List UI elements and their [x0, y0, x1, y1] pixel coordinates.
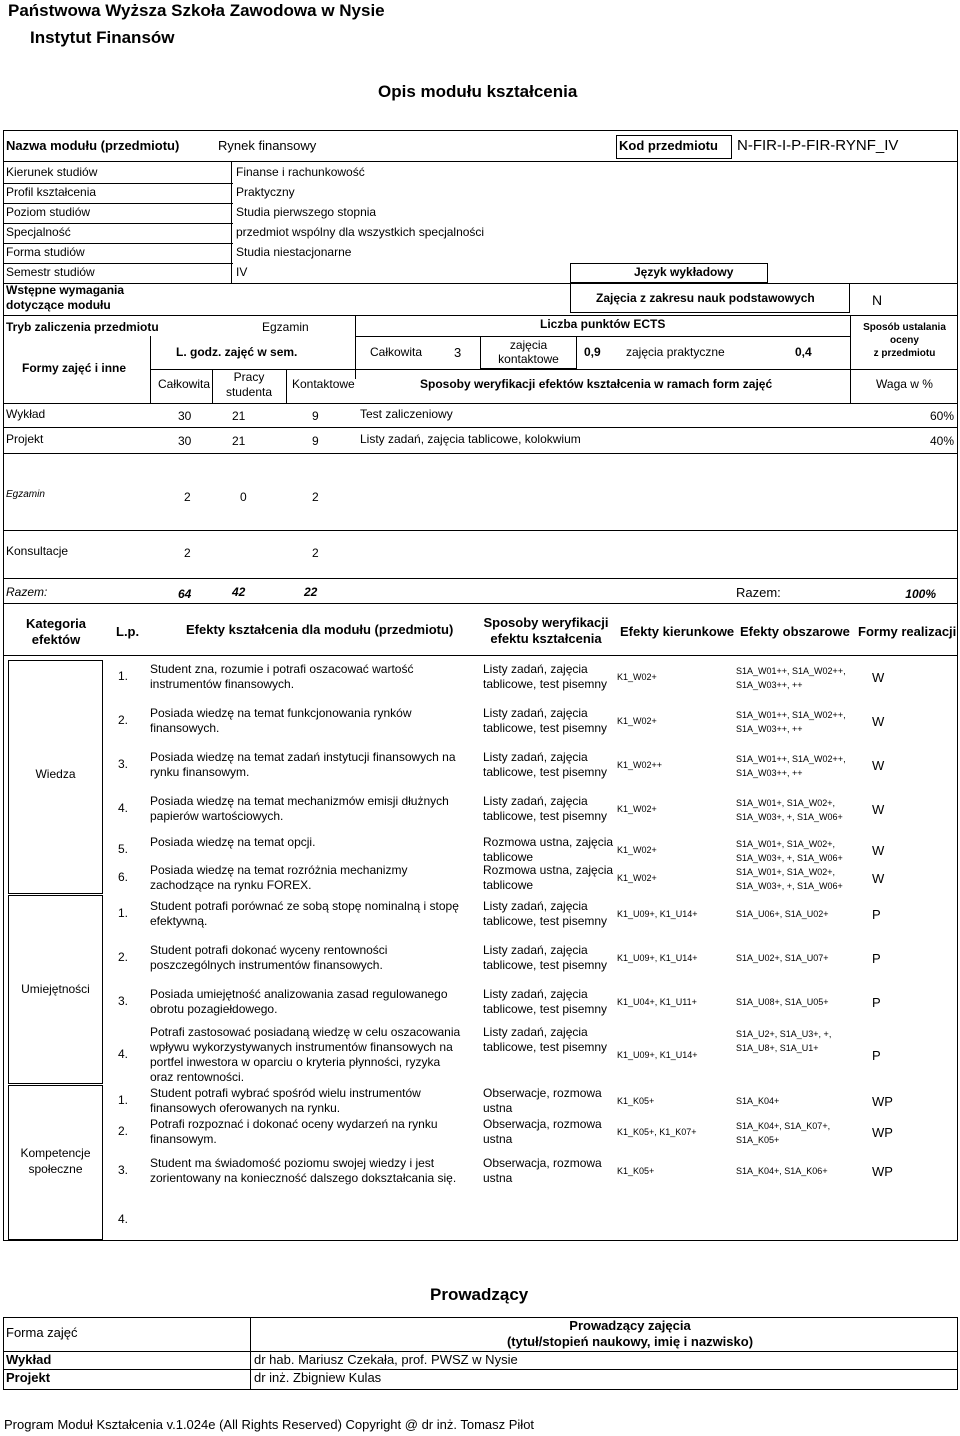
outcome-area-effect: S1A_U06+, S1A_U02+ [736, 909, 829, 919]
outcome-area-effect: S1A_W03+, +, S1A_W06+ [736, 812, 843, 822]
outcome-form: P [872, 907, 881, 922]
outcome-method: Rozmowa ustna, zajęcia [483, 863, 614, 877]
outcome-text: wpływu wykorzystywanych instrumentów finansowych na [150, 1040, 453, 1054]
outcome-form: WP [872, 1164, 893, 1179]
outcome-method: tablicowe, test pisemny [483, 914, 608, 928]
outcome-method: Listy zadań, zajęcia [483, 706, 588, 720]
outcome-lp: 4. [118, 801, 129, 815]
outcome-text: zachodzące na rynku FOREX. [150, 878, 312, 892]
divider [3, 263, 233, 264]
class-method: Test zaliczeniowy [360, 407, 453, 421]
outcome-area-effect: S1A_K04+, S1A_K06+ [736, 1166, 828, 1176]
consult-contact: 2 [312, 546, 319, 560]
outcome-method: Obserwacja, rozmowa [483, 1117, 602, 1131]
info-value: Studia niestacjonarne [236, 245, 352, 259]
divider [3, 315, 958, 316]
outcome-method: Listy zadań, zajęcia [483, 1025, 588, 1039]
class-name: Wykład [6, 407, 46, 421]
outcome-lp: 3. [118, 994, 129, 1008]
prereq-label: dotyczące modułu [6, 298, 111, 312]
code-value: N-FIR-I-P-FIR-RYNF_IV [737, 137, 899, 154]
outcome-area-effect: S1A_W03+, +, S1A_W06+ [736, 853, 843, 863]
forms-label: Formy zajęć i inne [22, 361, 127, 375]
outcome-method: Listy zadań, zajęcia [483, 750, 588, 764]
outcome-field-effect: K1_W02+ [617, 845, 657, 855]
outcome-method: Listy zadań, zajęcia [483, 662, 588, 676]
language-label: Język wykładowy [634, 265, 734, 279]
outcome-text: finansowych. [150, 721, 220, 735]
outcome-field-effect: K1_U09+, K1_U14+ [617, 909, 698, 919]
outcome-method: Listy zadań, zajęcia [483, 987, 588, 1001]
exam-contact: 2 [312, 490, 319, 504]
outcome-lp: 1. [118, 1093, 129, 1107]
outcome-method: ustna [483, 1171, 513, 1185]
extra-lp: 4. [118, 1212, 129, 1226]
sum-total: 64 [178, 587, 192, 601]
outcome-area-effect: S1A_U2+, S1A_U3+, +, [736, 1029, 832, 1039]
divider [3, 183, 233, 184]
info-label: Forma studiów [6, 245, 85, 259]
outcome-area-effect: S1A_W01+, S1A_W02+, [736, 839, 836, 849]
outcome-field-effect: K1_K05+ [617, 1166, 655, 1176]
ects-practical-label: zajęcia praktyczne [626, 345, 725, 359]
outcome-area-effect: S1A_K04+, S1A_K07+, [736, 1121, 831, 1131]
outcome-form: P [872, 1048, 881, 1063]
category-knowledge: Wiedza [35, 767, 76, 781]
outcome-text: Potrafi zastosować posiadaną wiedzę w celu oszacowania [150, 1025, 461, 1039]
teacher-form-label: Forma zajęć [6, 1325, 78, 1340]
mode-label: Tryb zaliczenia przedmiotu [6, 320, 159, 334]
outcome-method: tablicowe [483, 878, 534, 892]
col-total-label: Całkowita [158, 377, 211, 391]
outcome-field-effect: K1_U09+, K1_U14+ [617, 1050, 698, 1060]
hours-label: L. godz. zajęć w sem. [176, 345, 298, 359]
divider [3, 453, 958, 454]
outcome-area-effect: S1A_U8+, S1A_U1+ [736, 1043, 819, 1053]
class-total: 30 [178, 434, 192, 448]
outcome-method: Obserwacja, rozmowa [483, 1156, 602, 1170]
outcome-lp: 3. [118, 1163, 129, 1177]
divider [355, 336, 850, 337]
oh-category: Kategoria [26, 616, 86, 631]
category-social: Kompetencje [20, 1146, 91, 1160]
outcome-form: W [872, 802, 885, 817]
school-name: Państwowa Wyższa Szkoła Zawodowa w Nysie [8, 1, 385, 20]
outcome-text: portfel inwestora w oparciu o kryteria płynności, ryzyka [150, 1055, 441, 1069]
outcome-method: Obserwacje, rozmowa [483, 1086, 602, 1100]
class-total: 30 [178, 409, 192, 423]
outcome-method: ustna [483, 1132, 513, 1146]
teacher-head: Prowadzący zajęcia [569, 1318, 691, 1333]
sum-label: Razem: [736, 585, 781, 600]
divider [286, 369, 287, 403]
col-student-label: Pracy [233, 370, 265, 384]
verify-label: Sposoby weryfikacji efektów kształcenia w ramach form zajęć [420, 377, 773, 391]
outcome-text: Posiada wiedzę na temat opcji. [150, 835, 316, 849]
outcome-lp: 2. [118, 1124, 129, 1138]
outcome-area-effect: S1A_K05+ [736, 1135, 780, 1145]
sum-contact: 22 [304, 585, 318, 599]
outcome-field-effect: K1_K05+, K1_K07+ [617, 1127, 697, 1137]
outcome-area-effect: S1A_U08+, S1A_U05+ [736, 997, 829, 1007]
outcome-form: WP [872, 1125, 893, 1140]
outcome-area-effect: S1A_W03+, +, S1A_W06+ [736, 881, 843, 891]
info-label: Profil kształcenia [6, 185, 97, 199]
outcome-area-effect: S1A_W03++, ++ [736, 768, 803, 778]
outcome-lp: 6. [118, 870, 129, 884]
footer-copyright: Program Moduł Kształcenia v.1.024e (All Rights Reserved) Copyright @ dr inż. Tomasz Piłot [4, 1417, 535, 1432]
outcome-text: oraz rentowności. [150, 1070, 245, 1084]
outcome-form: W [872, 871, 885, 886]
category-skills: Umiejętności [21, 982, 90, 996]
teacher-name: dr hab. Mariusz Czekała, prof. PWSZ w Nysie [254, 1352, 518, 1367]
outcome-text: finansowych oferowanych na rynku. [150, 1101, 341, 1115]
outcome-text: Student zna, rozumie i potrafi oszacować wartość [150, 662, 414, 676]
outcome-method: tablicowe, test pisemny [483, 677, 608, 691]
outcome-method: Listy zadań, zajęcia [483, 943, 588, 957]
oh-lp: L.p. [116, 624, 140, 639]
ects-total-label: Całkowita [370, 345, 423, 359]
outcome-field-effect: K1_W02++ [617, 760, 663, 770]
teacher-head: (tytuł/stopień naukowy, imię i nazwisko) [506, 1334, 754, 1349]
outcome-lp: 4. [118, 1047, 129, 1061]
grading-label: oceny [890, 335, 919, 346]
class-weight: 60% [929, 409, 954, 423]
basic-value: N [872, 292, 883, 308]
outcome-method: Listy zadań, zajęcia [483, 794, 588, 808]
outcome-lp: 1. [118, 669, 129, 683]
outcome-area-effect: S1A_W01+, S1A_W02+, [736, 867, 836, 877]
class-contact: 9 [312, 409, 319, 423]
outcome-method: tablicowe, test pisemny [483, 1040, 608, 1054]
class-method: Listy zadań, zajęcia tablicowe, kolokwium [360, 432, 581, 446]
outcome-text: Posiada wiedzę na temat zadań instytucji finansowych na [150, 750, 456, 764]
outcome-text: finansowym. [150, 1132, 217, 1146]
class-contact: 9 [312, 434, 319, 448]
oh-field: Efekty kierunkowe [620, 624, 735, 639]
exam-student: 0 [240, 490, 247, 504]
outcome-lp: 2. [118, 713, 129, 727]
teacher-form: Wykład [6, 1352, 52, 1367]
outcome-text: Student potrafi porównać ze sobą stopę nominalną i stopę [150, 899, 459, 913]
ects-practical-value: 0,4 [795, 345, 812, 359]
class-weight: 40% [929, 434, 954, 448]
outcome-area-effect: S1A_W03++, ++ [736, 724, 803, 734]
outcome-lp: 3. [118, 757, 129, 771]
info-value: IV [236, 265, 248, 279]
divider [850, 315, 851, 403]
outcome-text: zorientowany na konieczność dalszego dokształcania się. [150, 1171, 457, 1185]
outcome-text: Posiada wiedzę na temat funkcjonowania rynków [150, 706, 412, 720]
exam-total: 2 [184, 490, 191, 504]
outcome-field-effect: K1_W02+ [617, 804, 657, 814]
weight-label: Waga w % [876, 377, 933, 391]
teacher-form: Projekt [6, 1370, 51, 1385]
institute-name: Instytut Finansów [30, 28, 175, 47]
outcome-lp: 2. [118, 950, 129, 964]
oh-area: Efekty obszarowe [740, 624, 850, 639]
divider [3, 655, 958, 656]
outcome-field-effect: K1_K05+ [617, 1096, 655, 1106]
sum-weight: 100% [905, 587, 936, 601]
outcome-text: Student ma świadomość poziomu swojej wiedzy i jest [150, 1156, 435, 1170]
info-value: Studia pierwszego stopnia [236, 205, 377, 219]
ects-title: Liczba punktów ECTS [540, 317, 666, 331]
outcome-form: W [872, 714, 885, 729]
outcome-text: Student potrafi wybrać spośród wielu instrumentów [150, 1086, 421, 1100]
outcome-lp: 1. [118, 906, 129, 920]
exam-name: Egzamin [6, 489, 45, 500]
ects-total-value: 3 [454, 345, 462, 360]
outcome-method: tablicowe [483, 850, 534, 864]
outcome-text: rynku finansowym. [150, 765, 250, 779]
info-value: Finanse i rachunkowość [236, 165, 365, 179]
outcome-form: W [872, 758, 885, 773]
info-value: przedmiot wspólny dla wszystkich specjalności [236, 225, 485, 239]
outcome-text: Potrafi rozpoznać i dokonać oceny wydarzeń na rynku [150, 1117, 438, 1131]
outcome-form: P [872, 995, 881, 1010]
sum-student: 42 [232, 585, 246, 599]
basic-label: Zajęcia z zakresu nauk podstawowych [596, 291, 815, 305]
divider [3, 403, 958, 404]
outcome-method: tablicowe, test pisemny [483, 721, 608, 735]
outcome-text: obrotu pozagiełdowego. [150, 1002, 278, 1016]
code-label: Kod przedmiotu [619, 138, 718, 153]
class-student: 21 [232, 409, 246, 423]
outcome-form: P [872, 951, 881, 966]
info-label: Semestr studiów [6, 265, 95, 279]
outcome-field-effect: K1_U04+, K1_U11+ [617, 997, 697, 1007]
divider [150, 369, 958, 370]
class-student: 21 [232, 434, 246, 448]
oh-category: efektów [31, 632, 81, 647]
divider [3, 203, 233, 204]
prereq-label: Wstępne wymagania [6, 283, 125, 297]
outcome-text: instrumentów finansowych. [150, 677, 295, 691]
outcome-area-effect: S1A_K04+ [736, 1096, 780, 1106]
teachers-title: Prowadzący [430, 1285, 529, 1304]
outcome-method: Rozmowa ustna, zajęcia [483, 835, 614, 849]
mode-value: Egzamin [262, 320, 309, 334]
outcome-area-effect: S1A_W01++, S1A_W02++, [736, 754, 846, 764]
class-name: Projekt [6, 432, 44, 446]
outcome-field-effect: K1_U09+, K1_U14+ [617, 953, 698, 963]
info-label: Poziom studiów [6, 205, 91, 219]
divider [3, 161, 958, 162]
outcome-text: Student potrafi dokonać wyceny rentowności [150, 943, 388, 957]
outcome-method: Listy zadań, zajęcia [483, 899, 588, 913]
teacher-name: dr inż. Zbigniew Kulas [254, 1370, 382, 1385]
oh-verify: efektu kształcenia [490, 631, 602, 646]
outcome-method: tablicowe, test pisemny [483, 1002, 608, 1016]
outcome-method: tablicowe, test pisemny [483, 765, 608, 779]
outcome-lp: 5. [118, 842, 129, 856]
outcome-area-effect: S1A_W03++, ++ [736, 680, 803, 690]
info-label: Specjalność [6, 225, 71, 239]
outcome-text: efektywną. [150, 914, 208, 928]
outcome-text: Posiada umiejętność analizowania zasad regulowanego [150, 987, 448, 1001]
outcome-form: W [872, 843, 885, 858]
outcome-text: Posiada wiedzę na temat mechanizmów emisji dłużnych [150, 794, 449, 808]
outcome-field-effect: K1_W02+ [617, 672, 657, 682]
outcome-method: ustna [483, 1101, 513, 1115]
outcome-area-effect: S1A_W01++, S1A_W02++, [736, 666, 846, 676]
divider [3, 243, 233, 244]
outcome-field-effect: K1_W02+ [617, 716, 657, 726]
sum-label: Razem: [6, 585, 48, 599]
divider [3, 223, 233, 224]
divider [3, 603, 958, 604]
outcome-method: tablicowe, test pisemny [483, 809, 608, 823]
grading-label: z przedmiotu [873, 348, 936, 359]
ects-contact-label: kontaktowe [498, 352, 559, 366]
divider [231, 161, 232, 283]
col-contact-label: Kontaktowe [292, 377, 355, 391]
outcome-text: Posiada wiedzę na temat rozróżnia mechanizmy [150, 863, 408, 877]
ects-contact-value: 0,9 [584, 345, 601, 359]
outcome-text: papierów wartościowych. [150, 809, 284, 823]
oh-forms: Formy realizacji [858, 624, 957, 639]
consult-total: 2 [184, 546, 191, 560]
outcome-form: W [872, 670, 885, 685]
outcome-field-effect: K1_W02+ [617, 873, 657, 883]
grading-label: Sposób ustalania [863, 322, 946, 333]
module-name-label: Nazwa modułu (przedmiotu) [6, 138, 180, 153]
divider [250, 1317, 251, 1390]
outcome-area-effect: S1A_W01+, S1A_W02+, [736, 798, 836, 808]
divider [3, 1369, 958, 1370]
outcome-area-effect: S1A_U02+, S1A_U07+ [736, 953, 829, 963]
col-student-label: studenta [225, 385, 273, 399]
outcome-area-effect: S1A_W01++, S1A_W02++, [736, 710, 846, 720]
category-social: społeczne [28, 1162, 83, 1176]
info-value: Praktyczny [236, 185, 295, 199]
divider [3, 578, 958, 579]
ects-contact-label: zajęcia [509, 338, 548, 352]
outcome-text: poszczególnych instrumentów finansowych. [150, 958, 383, 972]
info-label: Kierunek studiów [6, 165, 98, 179]
oh-effects: Efekty kształcenia dla modułu (przedmiotu) [186, 622, 454, 637]
consult-name: Konsultacje [6, 544, 69, 558]
module-name-value: Rynek finansowy [218, 138, 317, 153]
outcome-method: tablicowe, test pisemny [483, 958, 608, 972]
outcome-form: WP [872, 1094, 893, 1109]
divider [3, 530, 958, 531]
divider [3, 427, 958, 428]
document-title: Opis modułu kształcenia [378, 82, 578, 101]
oh-verify: Sposoby weryfikacji [483, 615, 609, 630]
